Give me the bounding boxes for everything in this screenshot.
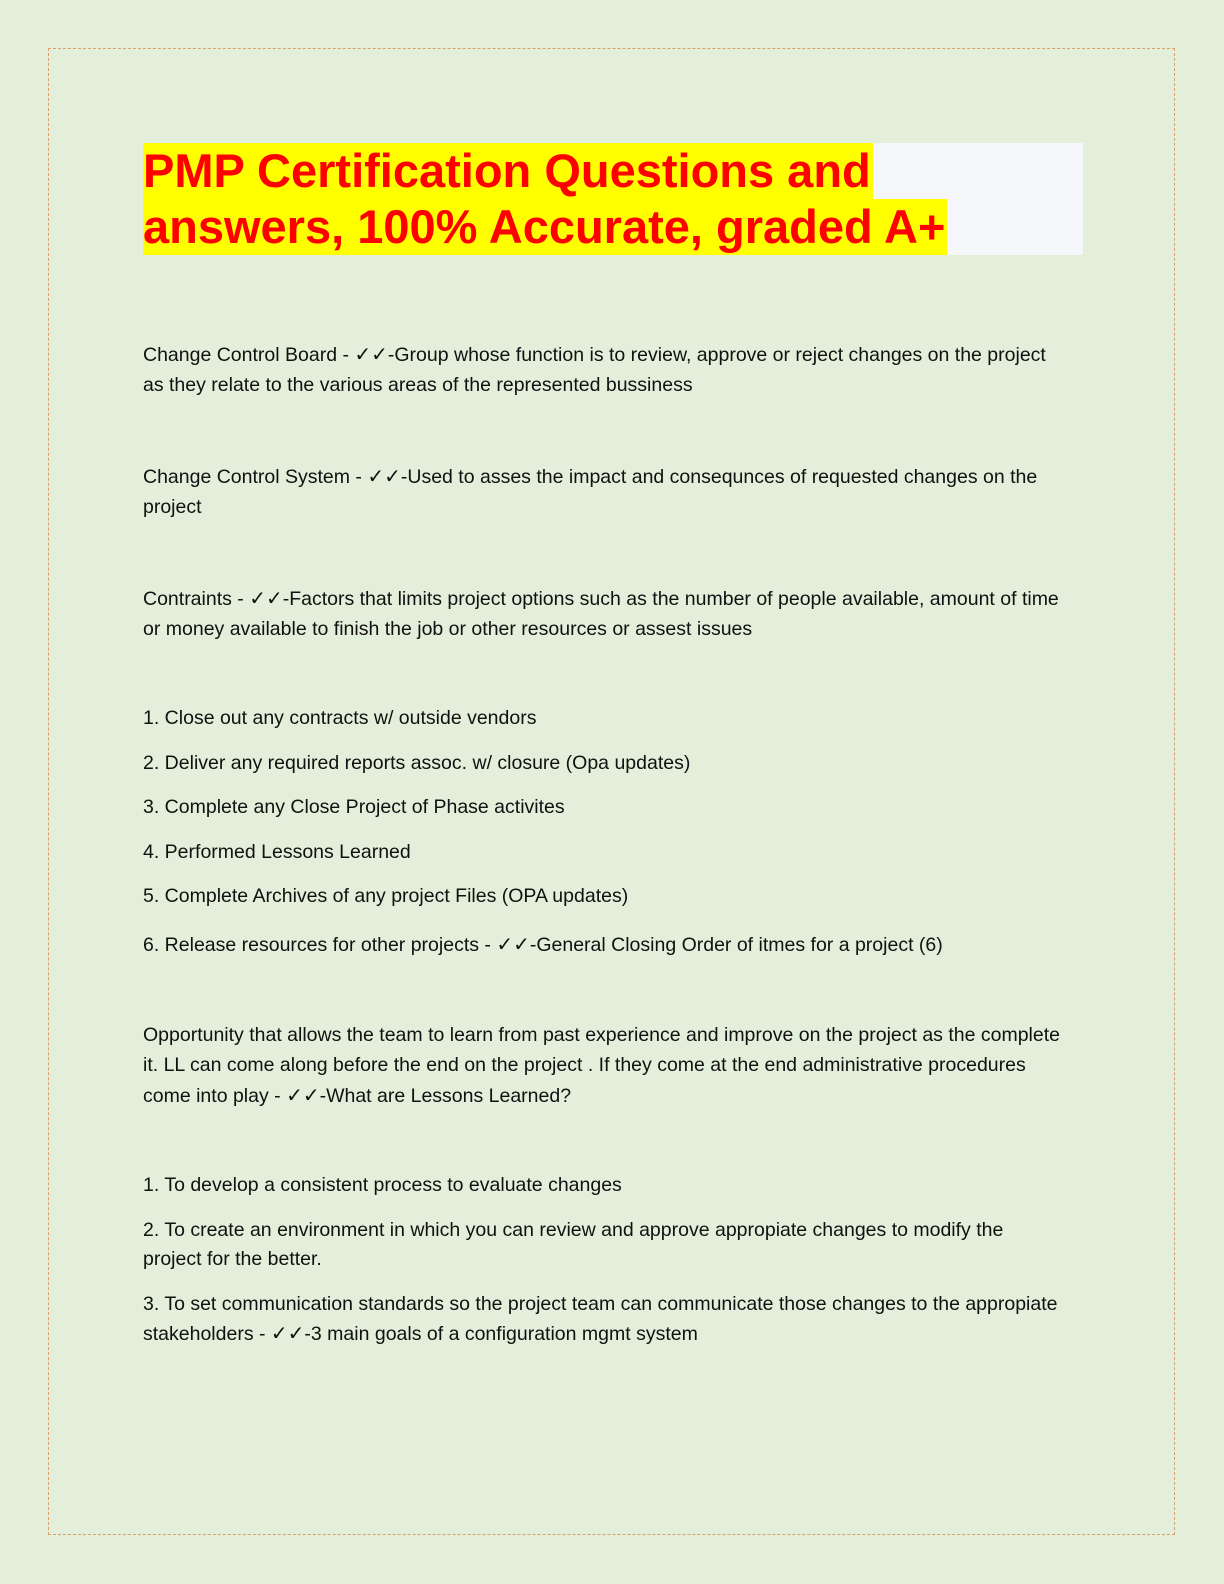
title-line-1: PMP Certification Questions and — [143, 144, 871, 197]
entry-constraints — [143, 584, 1063, 644]
list-item-with-answer — [143, 930, 1063, 961]
check-mark-icon: ✓✓ — [286, 1083, 320, 1107]
list-item: 5. Complete Archives of any project Files (OPA updates) — [143, 885, 629, 907]
entry-term: Contraints - — [143, 588, 250, 610]
check-mark-icon: ✓✓ — [496, 931, 530, 956]
entry-question: Opportunity that allows the team to learn from past experience and improve on the project as the complete it. LL can come along before the end on the project . If they come at the end administrative procedures come into play - — [143, 1024, 1060, 1107]
closing-order-list — [143, 704, 1063, 960]
list-item: 2. Deliver any required reports assoc. w/ closure (Opa updates) — [143, 751, 691, 774]
list-item: 2. To create an environment in which you can review and approve appropiate changes to modify the project for the better. — [143, 1218, 1004, 1270]
check-mark-icon: ✓✓ — [354, 342, 388, 366]
entry-term: Change Control System - — [143, 466, 368, 488]
list-item: 4. Performed Lessons Learned — [143, 840, 411, 863]
list-answer: -General Closing Order of itmes for a project (6) — [529, 933, 943, 956]
list-item-text: 6. Release resources for other projects - — [143, 933, 497, 956]
entry-term: Change Control Board - — [143, 344, 355, 366]
check-mark-icon: ✓✓ — [270, 1321, 305, 1345]
entry-answer: -What are Lessons Learned? — [319, 1085, 572, 1107]
check-mark-icon: ✓✓ — [367, 464, 401, 488]
list-item: 1. Close out any contracts w/ outside vendors — [143, 707, 537, 729]
entry-change-control-system — [143, 462, 1063, 522]
entry-definition: -Used to asses the impact and consequnces of requested changes on the project — [143, 466, 1038, 518]
document-title — [143, 143, 1083, 255]
config-goals-list — [143, 1171, 1063, 1350]
list-item: 3. Complete any Close Project of Phase activites — [143, 796, 565, 818]
entry-lessons-learned — [143, 1020, 1063, 1111]
entry-change-control-board — [143, 340, 1063, 400]
title-block — [143, 143, 1083, 255]
list-answer: -3 main goals of a configuration mgmt system — [304, 1323, 698, 1345]
document-body — [143, 340, 1063, 1350]
entry-definition: -Factors that limits project options such as the number of people available, amount of time or money available to finish the job or other resources or assest issues — [143, 588, 1059, 640]
list-item: 1. To develop a consistent process to evaluate changes — [143, 1174, 622, 1196]
entry-definition: -Group whose function is to review, approve or reject changes on the project as they relate to the various areas of the represented bussiness — [143, 344, 1046, 396]
title-line-2: answers, 100% Accurate, graded A+ — [143, 200, 946, 253]
check-mark-icon: ✓✓ — [249, 586, 283, 610]
list-item-with-answer — [143, 1290, 1063, 1350]
list-item-text: 3. To set communication standards so the project team can communicate those changes to the appropiate stakeholders - — [143, 1292, 1058, 1345]
